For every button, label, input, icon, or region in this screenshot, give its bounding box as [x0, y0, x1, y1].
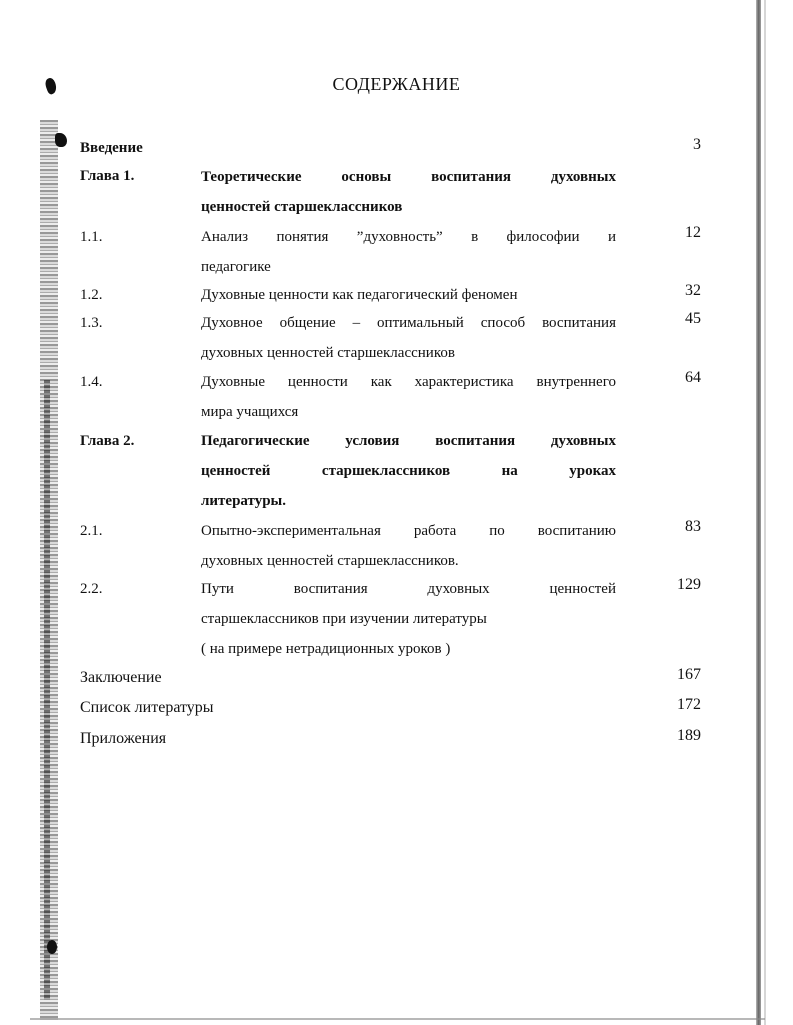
toc-text-line: Пути воспитания духовных ценностей [201, 581, 616, 597]
toc-text-line: педагогике [201, 259, 271, 275]
toc-section-number: 1.2. [80, 287, 103, 303]
ink-blot [47, 940, 57, 954]
toc-label: Введение [80, 140, 143, 156]
toc-page-number: 129 [677, 576, 701, 593]
toc-entry-text [201, 222, 616, 282]
toc-section-number: 2.1. [80, 523, 103, 539]
toc-section-number: 1.4. [80, 374, 103, 390]
scan-edge-right [756, 0, 761, 1025]
toc-label: Глава 1. [80, 168, 135, 184]
toc-page-number: 172 [677, 696, 701, 713]
page-title: СОДЕРЖАНИЕ [332, 74, 461, 94]
toc-text-line: ценностей старшеклассников [201, 199, 403, 215]
toc-text-line: Духовное общение – оптимальный способ воспитания [201, 315, 616, 331]
toc-text-line: старшеклассников при изучении литературы [201, 611, 487, 627]
toc-text-line: Духовные ценности как педагогический феномен [201, 287, 518, 303]
toc-page-number: 12 [685, 224, 701, 241]
toc-text-line: духовных ценностей старшеклассников. [201, 553, 459, 569]
toc-page-number: 167 [677, 666, 701, 683]
toc-entry-text [201, 280, 616, 310]
toc-text-line: мира учащихся [201, 404, 299, 420]
toc-text-line: ( на примере нетрадиционных уроков ) [201, 641, 451, 657]
toc-entry-text [201, 516, 616, 576]
toc-page-number: 189 [677, 727, 701, 744]
scan-edge-right-inner [764, 0, 766, 1025]
toc-entry-text [201, 574, 616, 664]
toc-text-line: Педагогические условия воспитания духовных [201, 433, 616, 449]
toc-page-number: 32 [685, 282, 701, 299]
toc-text-line: Опытно-экспериментальная работа по воспитанию [201, 523, 616, 539]
toc-entry-text [201, 426, 616, 516]
scan-edge-left-inner [44, 380, 50, 1000]
toc-text-line: духовных ценностей старшеклассников [201, 345, 455, 361]
toc-text-line: Духовные ценности как характеристика внутреннего [201, 374, 616, 390]
toc-page-number: 45 [685, 310, 701, 327]
toc-entry-text [201, 308, 616, 368]
toc-section-number: 2.2. [80, 581, 103, 597]
toc-page-number: 83 [685, 518, 701, 535]
toc-text-line: литературы. [201, 493, 287, 509]
scan-edge-bottom [30, 1018, 765, 1020]
toc-label: Глава 2. [80, 433, 135, 449]
toc-text-line: Теоретические основы воспитания духовных [201, 169, 616, 185]
toc-entry-text [201, 367, 616, 427]
toc-label: Список литературы [80, 699, 214, 716]
toc-label: Заключение [80, 669, 162, 686]
toc-section-number: 1.3. [80, 315, 103, 331]
toc-page-number: 64 [685, 369, 701, 386]
ink-blot [55, 133, 67, 147]
toc-section-number: 1.1. [80, 229, 103, 245]
toc-page-number: 3 [693, 136, 701, 153]
toc-entry-text [201, 162, 616, 222]
toc-label: Приложения [80, 730, 167, 747]
toc-text-line: Анализ понятия ”духовность” в философии и [201, 229, 616, 245]
toc-text-line: ценностей старшеклассников на уроках [201, 463, 616, 479]
